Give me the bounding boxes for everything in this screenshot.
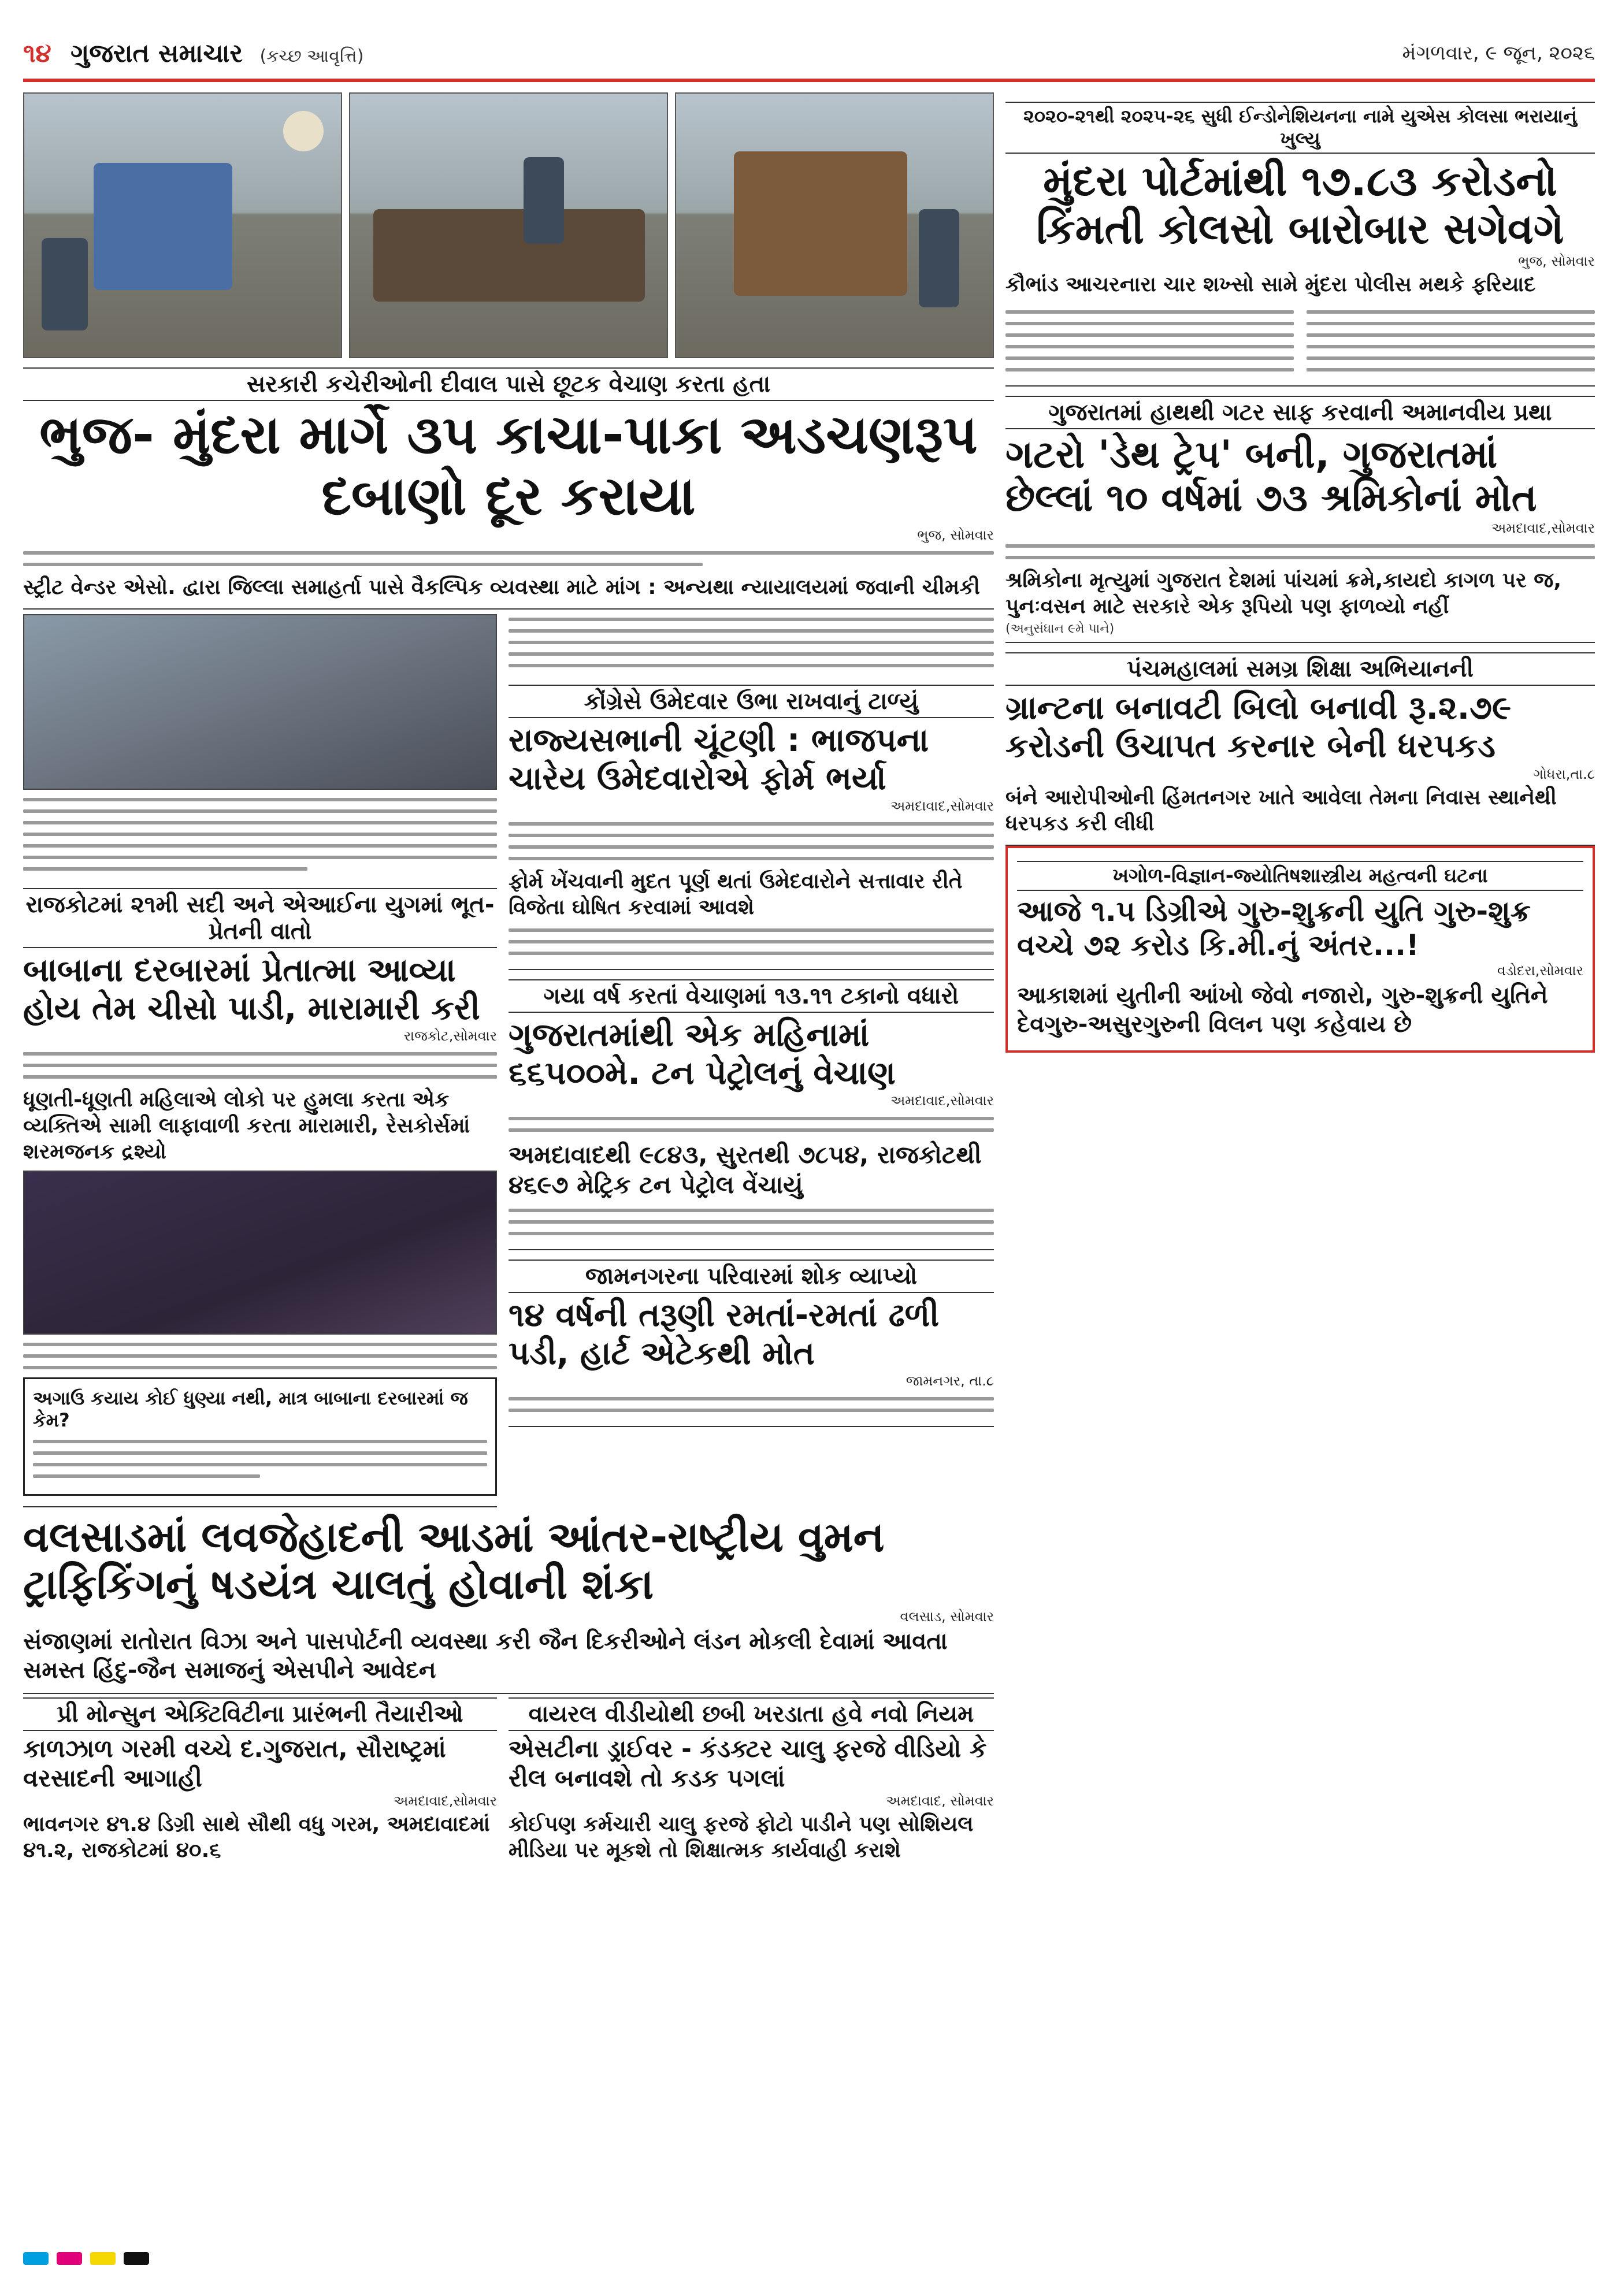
story3-dateline: રાજકોટ,સોમવાર bbox=[403, 1027, 497, 1044]
story-panchmahal-grant bbox=[1005, 643, 1595, 845]
story12-dateline: વડોદરા,સોમવાર bbox=[1497, 962, 1583, 979]
encroachment-photos bbox=[23, 92, 994, 358]
photo-cart bbox=[94, 163, 232, 290]
masthead bbox=[23, 28, 1595, 82]
story1-body-cont bbox=[23, 798, 497, 871]
story-rajyasabha bbox=[509, 675, 994, 970]
photo-vendors-meeting bbox=[23, 614, 497, 790]
story7-wrap bbox=[23, 1694, 497, 1866]
story7-sub: ભાવનગર ૪૧.૪ ડિગ્રી સાથે સૌથી વધુ ગરમ, અમદાવાદમાં ૪૧.૨, રાજકોટમાં ૪૦.૬ bbox=[23, 1812, 490, 1862]
left-column-grid bbox=[23, 610, 994, 1507]
story1-headline: ભુજ- મુંદરા માર્ગે ૩૫ કાચા-પાકા અડચણરૂપ દબાણો દૂર કરાયા bbox=[39, 404, 978, 527]
photo-truck-loading bbox=[349, 92, 668, 358]
left-column bbox=[23, 92, 994, 2209]
page-number: ૧૪ bbox=[23, 38, 51, 68]
story3-headline: બાબાના દરબારમાં પ્રેતાત્મા આવ્યા હોય તેમ ચીસો પાડી, મારામારી કરી bbox=[23, 951, 480, 1027]
story12-kicker: ખગોળ-વિજ્ઞાન-જ્યોતિષશાસ્ત્રીય મહત્વની ઘટના bbox=[1017, 861, 1583, 891]
story1-dateline: ભુજ, સોમવાર bbox=[917, 526, 994, 543]
story4-body-cont bbox=[509, 1209, 994, 1235]
story2-sub: ફોર્મ ખેંચવાની મુદત પૂર્ણ થતાં ઉમેદવારોને સત્તાવાર રીતે વિજેતા ઘોષિત કરવામાં આવશે bbox=[509, 869, 963, 919]
story8-sub: કોઈપણ કર્મચારી ચાલુ ફરજે ફોટો પાડીને પણ સોશિયલ મીડિયા પર મૂકશે તો શિક્ષાત્મક કાર્યવાહી કરાશે bbox=[509, 1812, 974, 1862]
story-petrol-sales bbox=[509, 970, 994, 1250]
story12-sub: આકાશમાં યુતીની આંખો જેવો નજારો, ગુરુ-શુક્રની યુતિને દેવગુરુ-અસુરગુરુની વિલન પણ કહેવાય છે bbox=[1017, 982, 1548, 1038]
photo-darbar-crowd bbox=[23, 1171, 497, 1335]
story-valsad-trafficking bbox=[23, 1507, 994, 1695]
right-column bbox=[1005, 92, 1595, 2209]
story7-headline: કાળઝાળ ગરમી વચ્ચે દ.ગુજરાત, સૌરાષ્ટ્રમાં વરસાદની આગાહી bbox=[23, 1734, 446, 1792]
story7-kicker: પ્રી મોન્સુન એક્ટિવિટીના પ્રારંભની તૈયારીઓ bbox=[23, 1697, 497, 1731]
story1-body bbox=[23, 551, 994, 566]
story3-kicker: રાજકોટમાં ૨૧મી સદી અને એઆઈના યુગમાં ભૂત-પ્રેતની વાતો bbox=[23, 888, 497, 948]
story5-body bbox=[509, 1397, 994, 1412]
story1-kicker: સરકારી કચેરીઓની દીવાલ પાસે છૂટક વેચાણ કરતા હતા bbox=[23, 367, 994, 401]
story6-dateline: વલસાડ, સોમવાર bbox=[900, 1608, 994, 1625]
bottom-left-grid bbox=[23, 1694, 994, 1866]
story5-headline: ૧૪ વર્ષની તરૂણી રમતાં-રમતાં ઢળી પડી, હાર્ટ એટેકથી મોત bbox=[509, 1296, 940, 1372]
story3-body bbox=[23, 1052, 497, 1079]
story3-sidebar-box bbox=[23, 1377, 497, 1496]
story10-headline: ગટરો 'ડેથ ટ્રેપ' બની, ગુજરાતમાં છેલ્લાં ૧૦ વર્ષમાં ૭૩ શ્રમિકોનાં મોત bbox=[1005, 432, 1537, 521]
story3-box-body bbox=[33, 1440, 487, 1478]
story4-sub: અમદાવાદથી ૯૮૪૩, સુરતથી ૭૮૫૪, રાજકોટથી ૪૬૯૭ મેટ્રિક ટન પેટ્રોલ વેંચાયું bbox=[509, 1140, 982, 1199]
story6-headline: વલસાડમાં લવજેહાદની આડમાં આંતર-રાષ્ટ્રીય વુમન ટ્રાફિકિંગનું ષડયંત્ર ચાલતું હોવાની શંકા bbox=[23, 1512, 885, 1609]
story-bhuj-encroachment bbox=[23, 358, 994, 610]
story2-headline: રાજ્યસભાની ચૂંટણી : ભાજપના ચારેય ઉમેદવારોએ ફોર્મ ભર્યા bbox=[509, 721, 929, 797]
story8-wrap bbox=[509, 1694, 994, 1866]
print-registration-strip bbox=[23, 2244, 1595, 2273]
story1-body-right bbox=[509, 618, 994, 667]
story2-body bbox=[509, 822, 994, 860]
issue-date: મંગળવાર, ૯ જૂન, ૨૦૨૬ bbox=[1402, 42, 1595, 65]
masthead-left bbox=[23, 39, 363, 68]
story10-kicker: ગુજરાતમાં હાથથી ગટર સાફ કરવાની અમાનવીય પ્રથા bbox=[1005, 396, 1595, 429]
story8-kicker: વાયરલ વીડીયોથી છબી ખરડાતા હવે નવો નિયમ bbox=[509, 1697, 994, 1731]
story9-sub: કૌભાંડ આચરનારા ચાર શખ્સો સામે મુંદરા પોલીસ મથકે ફરિયાદ bbox=[1005, 272, 1536, 296]
story3-body-cont bbox=[23, 1343, 497, 1369]
story9-dateline: ભુજ, સોમવાર bbox=[1518, 252, 1595, 269]
story5-dateline: જામનગર, તા.૮ bbox=[906, 1373, 994, 1390]
story10-sub: શ્રમિકોના મૃત્યુમાં ગુજરાત દેશમાં પાંચમાં ક્રમે,કાયદો કાગળ પર જ, પુનઃવસન માટે સરકારે એક રૂપિયો પણ ફાળવ્યો નહીં bbox=[1005, 569, 1562, 619]
story-rajkot-baba bbox=[23, 879, 497, 1507]
story4-headline: ગુજરાતમાંથી એક મહિનામાં ૬૬૫૦૦મે. ટન પેટ્રોલનું વેચાણ bbox=[509, 1016, 896, 1092]
edition-label: (કચ્છ આવૃત્તિ) bbox=[259, 46, 364, 66]
photo-shed-removal bbox=[675, 92, 994, 358]
story10-body bbox=[1005, 544, 1595, 559]
photo-cart-removal bbox=[23, 92, 342, 358]
left-subcolumn bbox=[23, 610, 497, 1507]
story9-headline: મુંદરા પોર્ટમાંથી ૧૭.૮૩ કરોડનો કિંમતી કોલસો બારોબાર સગેવગે bbox=[1036, 157, 1564, 253]
story11-sub: બંને આરોપીઓની હિંમતનગર ખાતે આવેલા તેમના નિવાસ સ્થાનેથી ધરપકડ કરી લીધી bbox=[1005, 785, 1557, 835]
photo-sky bbox=[283, 111, 324, 151]
right-subcolumn bbox=[509, 610, 994, 1507]
story-jamnagar-girl bbox=[509, 1250, 994, 1427]
story10-continued: (અનુસંધાન ૯મે પાને) bbox=[1005, 622, 1115, 637]
story12-headline: આજે ૧.૫ ડિગ્રીએ ગુરુ-શુક્રની યુતિ ગુરુ-શુક્ર વચ્ચે ૭૨ કરોડ કિ.મી.નું અંતર...! bbox=[1017, 894, 1531, 962]
story3-sub: ધૂણતી-ધૂણતી મહિલાએ લોકો પર હુમલા કરતા એક વ્યક્તિએ સામી લાફાવાળી કરતા મારામારી, રેસકોર્સમાં શરમજનક દ્રશ્યો bbox=[23, 1087, 470, 1164]
photo-officer bbox=[919, 209, 959, 307]
story11-headline: ગ્રાન્ટના બનાવટી બિલો બનાવી રૂ.૨.૭૯ કરોડની ઉચાપત કરનાર બેની ધરપકડ bbox=[1005, 689, 1512, 766]
story4-kicker: ગયા વર્ષ કરતાં વેચાણમાં ૧૩.૧૧ ટકાનો વધારો bbox=[509, 979, 994, 1013]
photo-truck bbox=[373, 209, 645, 302]
story11-kicker: પંચમહાલમાં સમગ્ર શિક્ષા અભિયાનની bbox=[1005, 652, 1595, 686]
story-sewer-deaths bbox=[1005, 387, 1595, 644]
story11-dateline: ગોધરા,તા.૮ bbox=[1533, 766, 1595, 782]
story4-dateline: અમદાવાદ,સોમવાર bbox=[890, 1092, 994, 1109]
story9-kicker: ૨૦૨૦-૨૧થી ૨૦૨૫-૨૬ સુધી ઈન્ડોનેશિયનના નામે યુએસ કોલસા ભરાયાનું ખુલ્યુ bbox=[1005, 102, 1595, 154]
story4-body bbox=[509, 1117, 994, 1132]
story6-sub: સંજાણમાં રાતોરાત વિઝા અને પાસપોર્ટની વ્યવસ્થા કરી જૈન દિકરીઓને લંડન મોકલી દેવામાં આવતા સમસ્ત હિંદુ-જૈન સમાજનું એસપીને આવેદન bbox=[23, 1628, 948, 1684]
story2-dateline: અમદાવાદ,સોમવાર bbox=[890, 797, 994, 814]
story-jupiter-venus-box bbox=[1005, 846, 1595, 1053]
story9-body bbox=[1005, 302, 1595, 380]
story-mundra-coal bbox=[1005, 92, 1595, 387]
story1-sub: સ્ટ્રીટ વેન્ડર એસો. દ્વારા જિલ્લા સમાહર્તા પાસે વૈકલ્પિક વ્યવસ્થા માટે માંગ : અન્યથા ન્યાયાલયમાં જવાની ચીમકી bbox=[23, 575, 980, 599]
story2-body-cont bbox=[509, 928, 994, 955]
story7-dateline: અમદાવાદ,સોમવાર bbox=[393, 1792, 497, 1809]
story10-dateline: અમદાવાદ,સોમવાર bbox=[1491, 520, 1595, 537]
story2-kicker: કોંગ્રેસે ઉમેદવાર ઉભા રાખવાનું ટાળ્યું bbox=[509, 685, 994, 718]
story8-headline: એસટીના ડ્રાઈવર - કંડક્ટર ચાલુ ફરજે વીડિયો કે રીલ બનાવશે તો કડક પગલાં bbox=[509, 1734, 987, 1792]
photo-person bbox=[42, 238, 88, 330]
story8-dateline: અમદાવાદ, સોમવાર bbox=[886, 1792, 994, 1809]
reg-black bbox=[124, 2252, 149, 2265]
reg-magenta bbox=[57, 2252, 82, 2265]
photo-worker bbox=[524, 157, 564, 244]
story3-box-title: અગાઉ કયાય કોઈ ધુણ્યા નથી, માત્ર બાબાના દરબારમાં જ કેમ? bbox=[33, 1387, 468, 1432]
photo-shed bbox=[734, 151, 907, 296]
story5-kicker: જામનગરના પરિવારમાં શોક વ્યાપ્યો bbox=[509, 1260, 994, 1293]
reg-yellow bbox=[90, 2252, 116, 2265]
reg-cyan bbox=[23, 2252, 49, 2265]
paper-name: ગુજરાત સમાચાર bbox=[70, 38, 243, 68]
